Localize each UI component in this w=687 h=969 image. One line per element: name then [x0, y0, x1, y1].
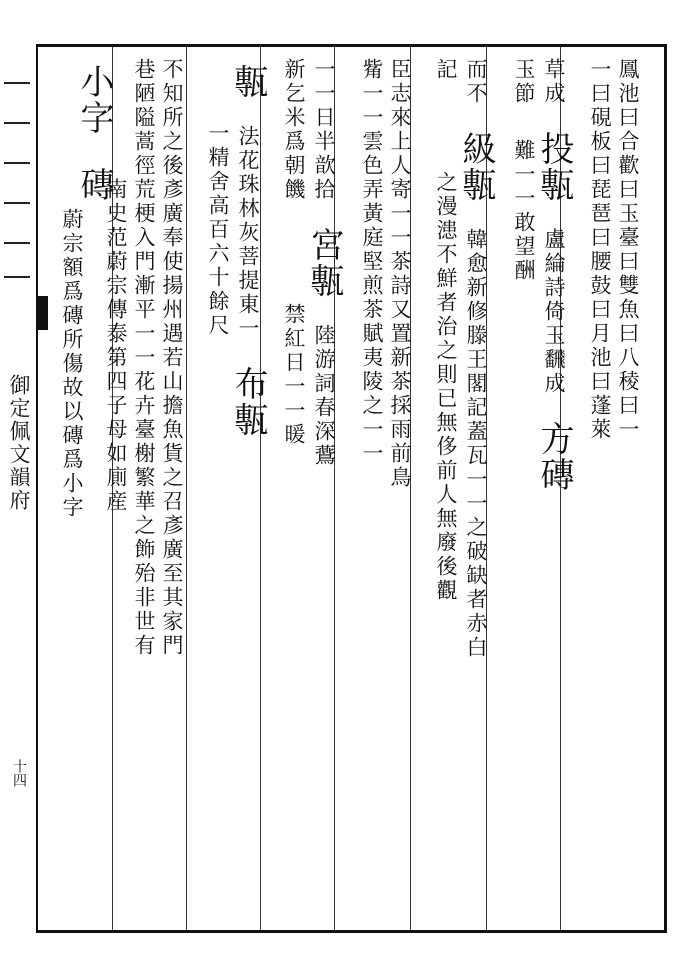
column-text: 不知所之後彥廣奉使揚州遇若山擔魚貨之召彥廣至其家門	[160, 58, 184, 658]
margin-tick	[4, 242, 30, 244]
headword: 宮甎	[304, 227, 344, 299]
column-text: 巷陋隘蒿徑荒梗入門漸平一一花卉臺榭繁華之飾殆非世有	[132, 58, 156, 658]
frame-left-border	[36, 44, 38, 933]
column-text: 蔚宗額爲磚所傷故以磚爲小字	[60, 208, 84, 520]
spine-page-number: 十四	[11, 759, 27, 787]
text-column-4b	[344, 58, 400, 928]
column-text: 韓愈新修滕王閣記蓋瓦一一之破缺者赤白	[464, 228, 488, 660]
column-text: 南史范蔚宗傳泰第四子母如廁産	[104, 178, 128, 514]
frame-bottom-border	[36, 930, 666, 933]
headword: 甎	[228, 64, 268, 100]
column-text: 記	[434, 58, 458, 82]
margin-tick	[4, 202, 30, 204]
column-text: 新乞米爲朝饑	[282, 58, 306, 202]
column-text: 觜一一雲色弄黃庭堅煎茶賦夷陵之一一	[360, 58, 384, 466]
column-text: 一一日半歆拾	[312, 58, 336, 202]
text-column-8c	[44, 58, 100, 928]
column-text: 而不	[464, 58, 488, 106]
column-text: 陸游詞春深鷰	[312, 324, 336, 468]
text-column-2b	[496, 58, 552, 928]
column-text: 禁紅日一一暖	[282, 303, 306, 447]
column-text: 玉節	[512, 58, 536, 106]
column-text: 一曰硯板曰琵琶曰腰鼓曰月池曰蓬萊	[588, 58, 612, 442]
column-text: 法花珠林灰菩提東一	[236, 125, 260, 341]
headword: 小字	[74, 64, 114, 136]
headword: 方磚	[534, 421, 574, 493]
spine-book-title: 御定佩文韻府	[7, 374, 31, 512]
margin-tick	[4, 162, 30, 164]
column-text: 一精舍高百六十餘尺	[206, 122, 230, 338]
column-text: 鳳池曰合歡曰玉臺曰雙魚曰八稜曰一	[616, 58, 640, 442]
page-margin-strip	[0, 44, 36, 933]
column-text: 之漫漶不鮮者治之則已無侈前人無廢後觀	[434, 171, 458, 603]
headword: 級甎	[456, 131, 496, 203]
column-text: 盧綸詩倚玉飜成	[542, 228, 566, 396]
margin-tick	[4, 82, 30, 84]
column-text: 草成	[542, 58, 566, 106]
margin-tick	[4, 122, 30, 124]
headword: 投甎	[534, 131, 574, 203]
frame-right-border	[664, 44, 667, 933]
frame-top-border	[36, 44, 666, 47]
headword: 磚	[74, 167, 114, 203]
column-text: 難一一敢望酬	[512, 139, 536, 283]
margin-tick	[4, 276, 30, 278]
column-text: 臣志來上人寄一一茶詩又置新茶採雨前鳥	[388, 58, 412, 490]
headword: 布甎	[228, 366, 268, 438]
